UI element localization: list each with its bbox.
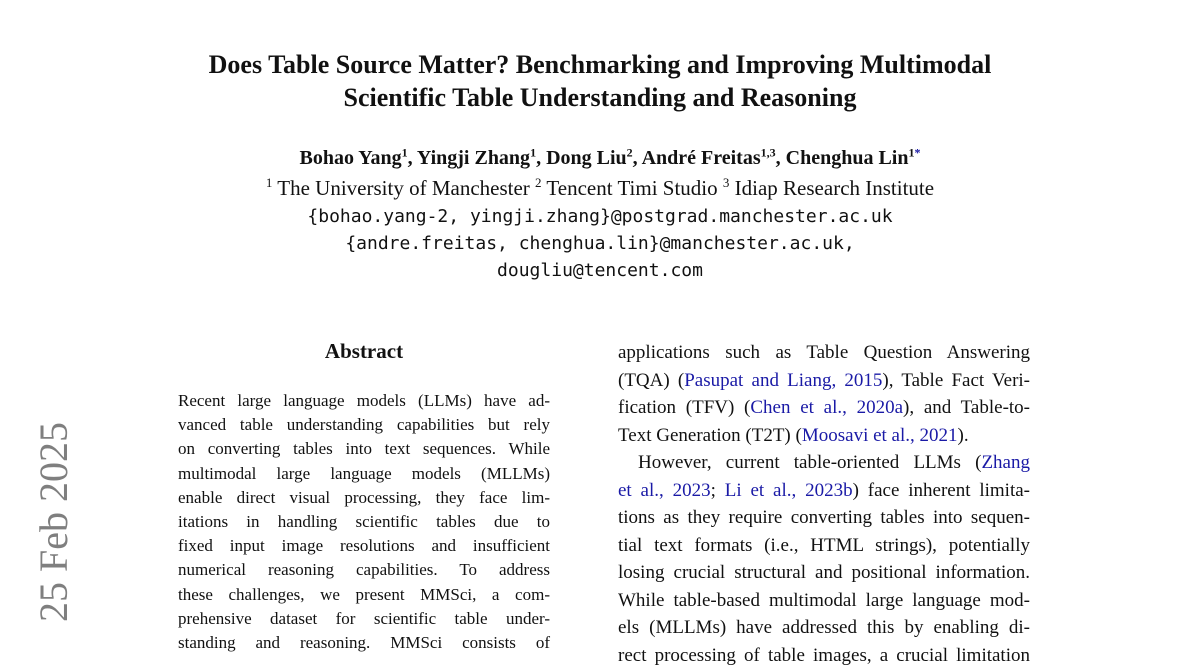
author-affiliation-sup: 1 — [908, 145, 914, 159]
abstract-line: these challenges, we present MMSci, a com- — [178, 583, 550, 607]
affiliation-sup: 1 — [266, 175, 273, 190]
email-line-1: {bohao.yang-2, yingji.zhang}@postgrad.manchester.ac.uk — [0, 203, 1200, 230]
abstract-line: itations in handling scientific tables due to — [178, 510, 550, 534]
intro-line: fication (TFV) (Chen et al., 2020a), and Table-to- — [618, 394, 1030, 422]
corresponding-author-mark[interactable]: * — [914, 145, 920, 159]
paper-title — [0, 48, 1200, 114]
affiliation-sup: 2 — [535, 175, 542, 190]
abstract-line: on converting tables into text sequences. While — [178, 437, 550, 461]
citation-link[interactable]: Moosavi et al., 2021 — [802, 425, 958, 446]
affiliation-name: Tencent Timi Studio — [546, 176, 717, 200]
abstract-line: standing and reasoning. MMSci consists of — [178, 631, 550, 655]
intro-line: applications such as Table Question Answering — [618, 339, 1030, 367]
email-block — [0, 203, 1200, 284]
intro-line: losing crucial structural and positional information. — [618, 559, 1030, 587]
author-affiliation-sup: 1,3 — [761, 145, 776, 159]
arxiv-date-text: 25 Feb 2025 — [34, 422, 74, 622]
title-line-1: Does Table Source Matter? Benchmarking and Improving Multimodal — [0, 48, 1200, 81]
email-line-2: {andre.freitas, chenghua.lin}@manchester.ac.uk, — [0, 230, 1200, 257]
author-name: Yingji Zhang — [417, 147, 530, 169]
intro-line: et al., 2023; Li et al., 2023b) face inherent limita- — [618, 477, 1030, 505]
abstract-body — [178, 389, 550, 655]
citation-link[interactable]: et al., 2023 — [618, 480, 711, 501]
intro-line: However, current table-oriented LLMs (Zhang — [618, 449, 1030, 477]
abstract-line: enable direct visual processing, they face lim- — [178, 486, 550, 510]
abstract-line: multimodal large language models (MLLMs) — [178, 462, 550, 486]
abstract-line: prehensive dataset for scientific table under- — [178, 607, 550, 631]
author-name: Dong Liu — [546, 147, 627, 169]
abstract-line: fixed input image resolutions and insufficient — [178, 534, 550, 558]
author-affiliation-sup: 1 — [530, 145, 536, 159]
author-name: Chenghua Lin — [786, 147, 909, 169]
intro-line: els (MLLMs) have addressed this by enabling di- — [618, 614, 1030, 642]
abstract-line: vanced table understanding capabilities but rely — [178, 413, 550, 437]
author-name: Bohao Yang — [300, 147, 402, 169]
author-name: André Freitas — [642, 147, 761, 169]
affiliation-sup: 3 — [723, 175, 730, 190]
intro-line: While table-based multimodal large language mod- — [618, 587, 1030, 615]
abstract-line: numerical reasoning capabilities. To address — [178, 558, 550, 582]
intro-line: (TQA) (Pasupat and Liang, 2015), Table Fact Veri- — [618, 367, 1030, 395]
abstract-heading: Abstract — [178, 338, 550, 364]
author-affiliation-sup: 2 — [627, 145, 633, 159]
citation-link[interactable]: Li et al., 2023b — [725, 480, 853, 501]
intro-line: tial text formats (i.e., HTML strings), potentially — [618, 532, 1030, 560]
intro-line: Text Generation (T2T) (Moosavi et al., 2021). — [618, 422, 1030, 450]
intro-line: rect processing of table images, a crucial limitation — [618, 642, 1030, 669]
introduction-column — [618, 339, 1030, 669]
citation-link[interactable]: Chen et al., 2020a — [750, 397, 903, 418]
arxiv-date-stamp — [26, 412, 76, 652]
citation-link[interactable]: Zhang — [981, 452, 1030, 473]
abstract-line: Recent large language models (LLMs) have ad- — [178, 389, 550, 413]
author-affiliation-sup: 1 — [402, 145, 408, 159]
intro-line: tions as they require converting tables into sequen- — [618, 504, 1030, 532]
affiliation-name: The University of Manchester — [277, 176, 530, 200]
email-line-3: dougliu@tencent.com — [0, 257, 1200, 284]
author-list: Bohao Yang$^1$, Yingji Zhang$^1$, Dong Liu$^2$, André Freitas$^{1,3}$, Chenghua Lin$^{1*}$ — [0, 145, 1200, 171]
title-line-2: Scientific Table Understanding and Reasoning — [0, 81, 1200, 114]
citation-link[interactable]: Pasupat and Liang, 2015 — [684, 370, 882, 391]
affiliation-list — [0, 174, 1200, 202]
affiliation-name: Idiap Research Institute — [735, 176, 934, 200]
